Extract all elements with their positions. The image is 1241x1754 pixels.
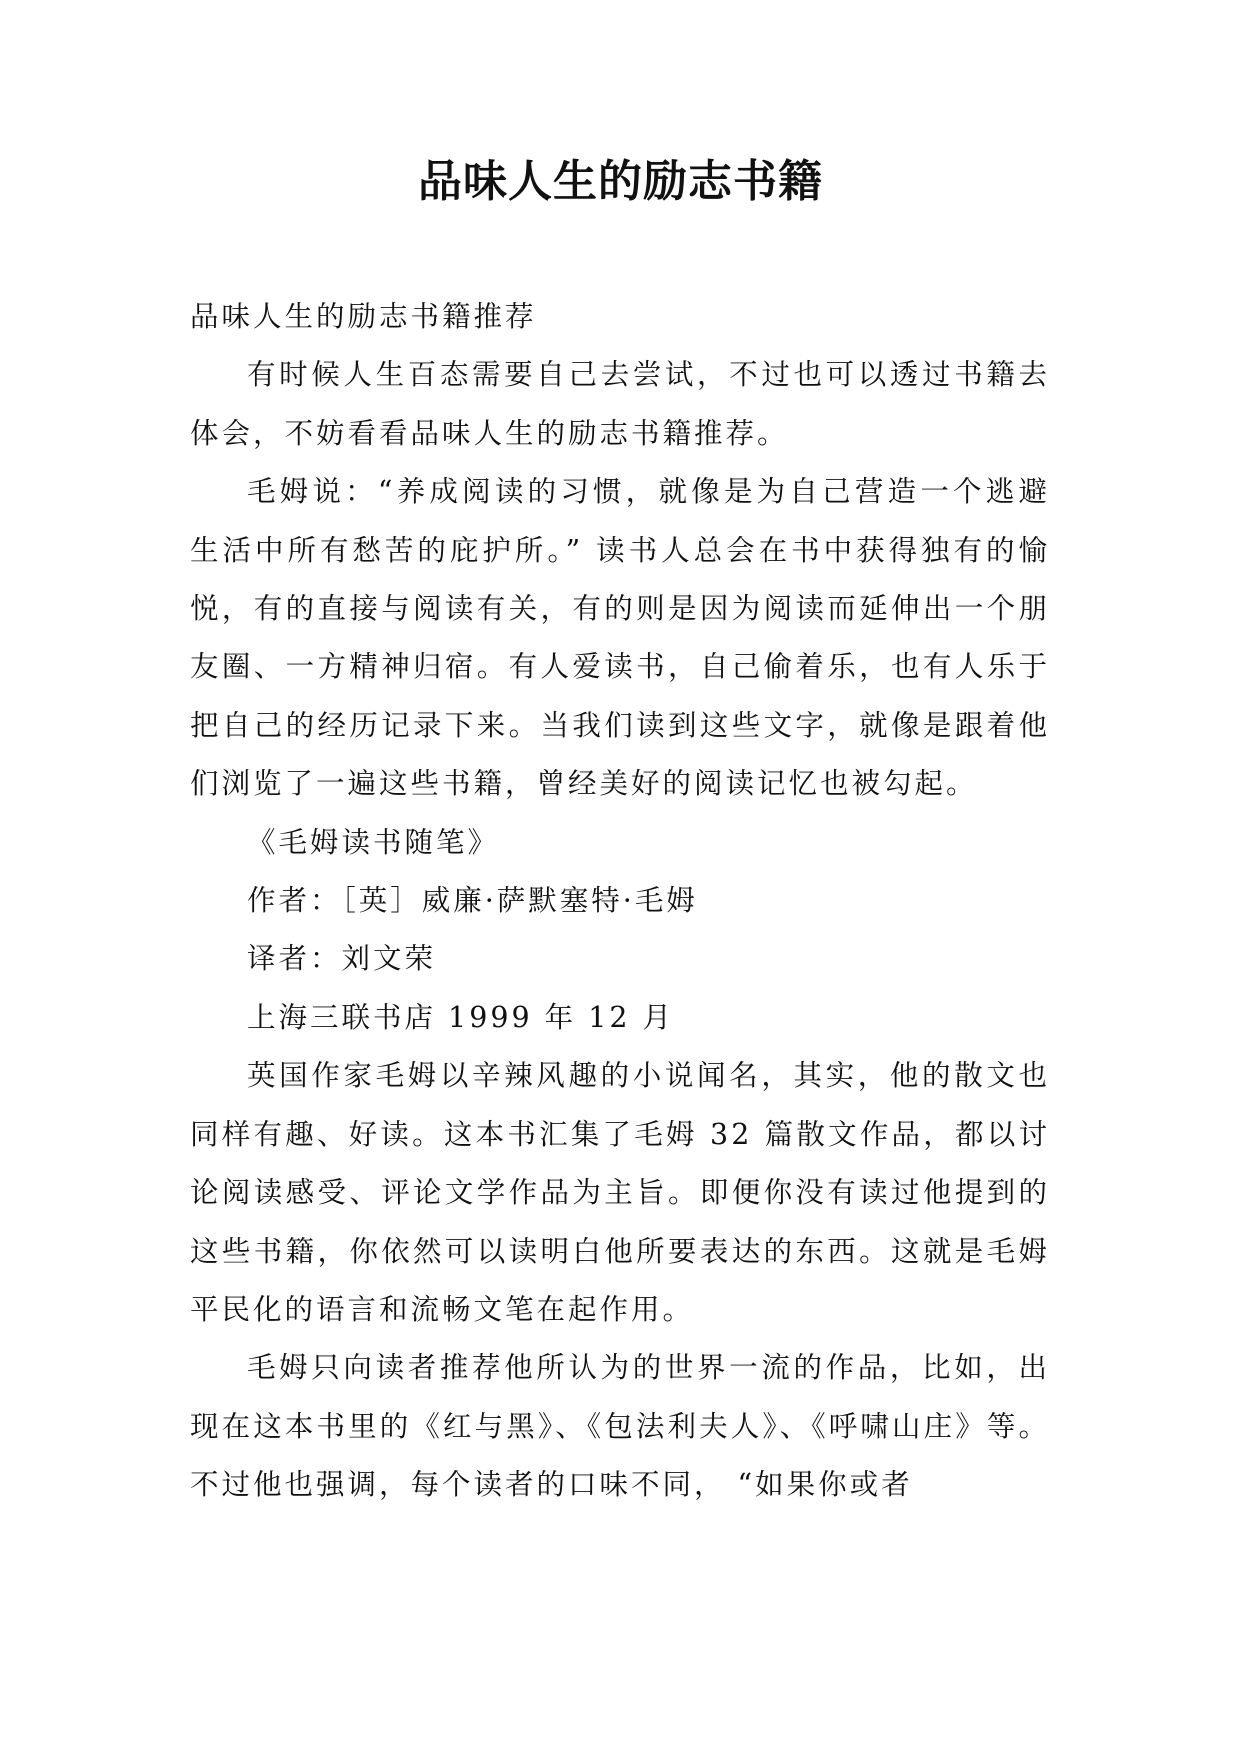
book-title: 《毛姆读书随笔》 [247, 825, 500, 859]
book-author: 作者：［英］威廉·萨默塞特·毛姆 [247, 884, 698, 918]
document-title: 品味人生的励志书籍 [418, 156, 823, 207]
maugham-quote-paragraph: 毛姆说：“养成阅读的习惯，就像是为自己营造一个逃避生活中所有愁苦的庇护所。” 读书人总会在书中获得独有的愉悦，有的直接与阅读有关，有的则是因为阅读而延伸出一个朋友圈、一方精神归宿。有人爱读书，自己偷着乐，也有人乐于把自己的经历记录下来。当我们读到这些文字，就像是跟着他们浏览了一遍这些书籍，曾经美好的阅读记忆也被勾起。 [190, 475, 1050, 801]
book-description-paragraph: 英国作家毛姆以辛辣风趣的小说闻名，其实，他的散文也同样有趣、好读。这本书汇集了毛姆 32 篇散文作品，都以讨论阅读感受、评论文学作品为主旨。即便你没有读过他提到的这些书籍，你依然可以读明白他所要表达的东西。这就是毛姆平民化的语言和流畅文笔在起作用。 [190, 1059, 1050, 1326]
subtitle: 品味人生的励志书籍推荐 [190, 300, 537, 333]
book-recommendation-paragraph: 毛姆只向读者推荐他所认为的世界一流的作品，比如，出现在这本书里的《红与黑》、《包法利夫人》、《呼啸山庄》等。不过他也强调，每个读者的口味不同， “如果你或者 [190, 1351, 1050, 1502]
book-translator: 译者：刘文荣 [247, 942, 437, 976]
document-body [190, 288, 1050, 1515]
intro-paragraph: 有时候人生百态需要自己去尝试，不过也可以透过书籍去体会，不妨看看品味人生的励志书籍推荐。 [190, 358, 1050, 450]
book-publisher: 上海三联书店 1999 年 12 月 [247, 1000, 675, 1034]
